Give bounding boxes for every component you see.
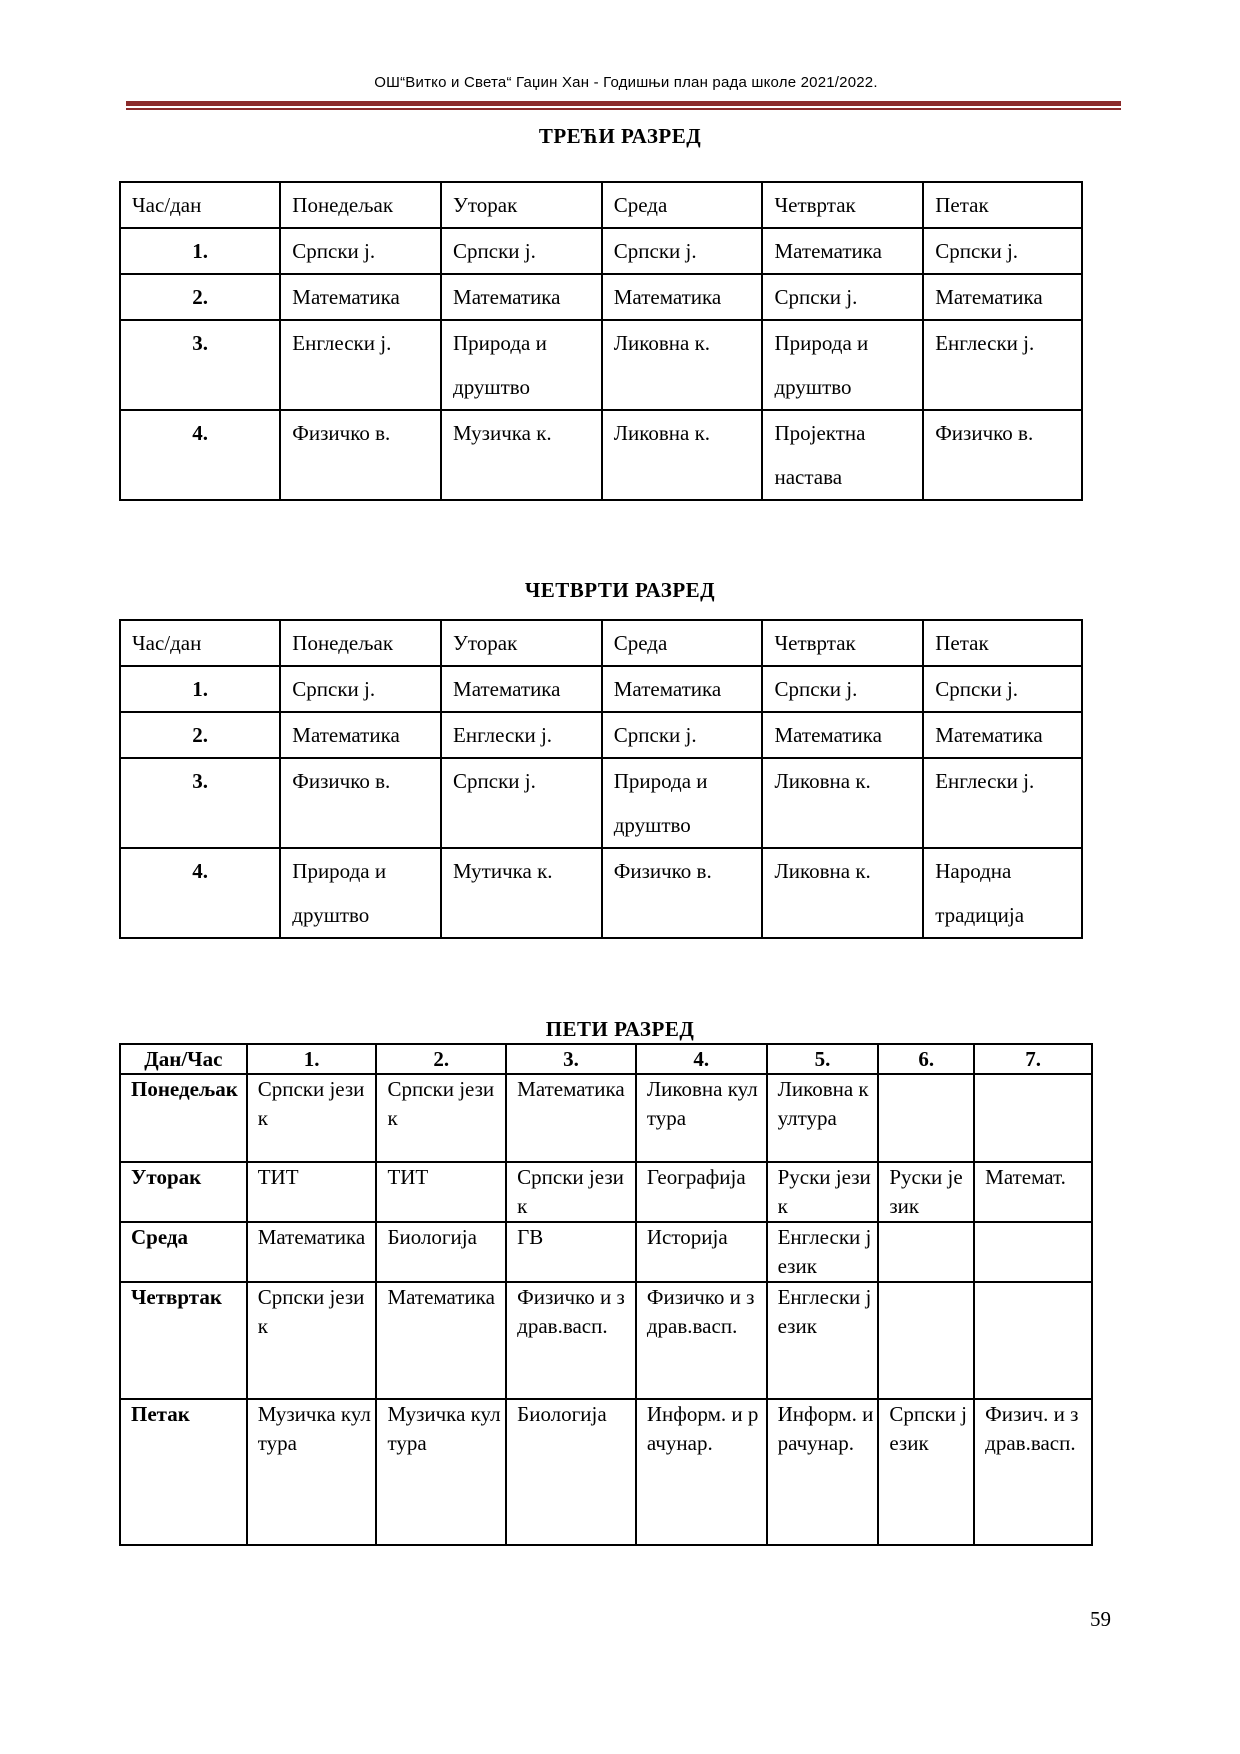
table-cell: Физичко и здрав.васп. <box>506 1282 636 1399</box>
column-header: 1. <box>247 1044 377 1074</box>
table-cell: Математ. <box>974 1162 1092 1222</box>
table-cell: Информ. и рачунар. <box>767 1399 879 1545</box>
table-cell: Музичка к. <box>441 410 602 500</box>
table-row <box>120 274 1082 320</box>
table-cell: Физичко в. <box>602 848 763 938</box>
table-cell: Биологија <box>506 1399 636 1545</box>
table-cell: Музичка култура <box>376 1399 506 1545</box>
table-header-row <box>120 1044 1092 1074</box>
table-cell: Српски ј. <box>280 228 441 274</box>
table-row <box>120 712 1082 758</box>
header-rule <box>126 101 1121 106</box>
table-cell: Пројектна настава <box>762 410 923 500</box>
column-header: Четвртак <box>762 620 923 666</box>
period-number: 2. <box>120 274 280 320</box>
table-cell: Ликовна култура <box>636 1074 767 1162</box>
table-cell: Математика <box>762 228 923 274</box>
table-cell: Српски ј. <box>923 228 1082 274</box>
column-header: 6. <box>878 1044 974 1074</box>
column-header: Понедељак <box>280 620 441 666</box>
table-cell: Енглески ј. <box>441 712 602 758</box>
table-row <box>120 1399 1092 1545</box>
table-cell: Природа и друштво <box>602 758 763 848</box>
table-cell: Математика <box>280 712 441 758</box>
header-rule-thin <box>126 108 1121 110</box>
table-cell: Српски ј. <box>602 712 763 758</box>
table-cell <box>974 1074 1092 1162</box>
table-cell: Ликовна к. <box>602 410 763 500</box>
table-row <box>120 410 1082 500</box>
day-label: Среда <box>120 1222 247 1282</box>
table-cell: ГВ <box>506 1222 636 1282</box>
table-cell: Математика <box>247 1222 377 1282</box>
table-row <box>120 758 1082 848</box>
table-cell: Енглески језик <box>767 1282 879 1399</box>
column-header: Петак <box>923 182 1082 228</box>
table-row <box>120 228 1082 274</box>
table-cell: Српски ј. <box>923 666 1082 712</box>
table-cell: Српски ј. <box>762 274 923 320</box>
column-header: Уторак <box>441 620 602 666</box>
column-header: 2. <box>376 1044 506 1074</box>
column-header: Час/дан <box>120 620 280 666</box>
period-number: 2. <box>120 712 280 758</box>
table-cell <box>878 1074 974 1162</box>
table-cell: Српски ј. <box>602 228 763 274</box>
column-header: Понедељак <box>280 182 441 228</box>
table-cell: Природа и друштво <box>280 848 441 938</box>
table-cell <box>974 1282 1092 1399</box>
table-cell: ТИТ <box>247 1162 377 1222</box>
table-cell: Математика <box>762 712 923 758</box>
column-header: Дан/Час <box>120 1044 247 1074</box>
table-cell: Мутичка к. <box>441 848 602 938</box>
table-cell: Природа и друштво <box>441 320 602 410</box>
period-number: 3. <box>120 320 280 410</box>
table-cell: Математика <box>280 274 441 320</box>
table-cell: Руски језик <box>767 1162 879 1222</box>
period-number: 1. <box>120 666 280 712</box>
table-cell: Српски језик <box>376 1074 506 1162</box>
period-number: 4. <box>120 848 280 938</box>
table-cell: Руски језик <box>878 1162 974 1222</box>
column-header: 4. <box>636 1044 767 1074</box>
grade3-title: ТРЕЋИ РАЗРЕД <box>538 124 702 148</box>
table-cell: Енглески ј. <box>923 320 1082 410</box>
table-cell: Физичко в. <box>280 410 441 500</box>
page-number: 59 <box>1090 1607 1111 1631</box>
table-cell: Ликовна к. <box>762 758 923 848</box>
day-label: Четвртак <box>120 1282 247 1399</box>
table-row <box>120 1282 1092 1399</box>
table-cell: Биологија <box>376 1222 506 1282</box>
period-number: 4. <box>120 410 280 500</box>
column-header: Среда <box>602 620 763 666</box>
day-label: Понедељак <box>120 1074 247 1162</box>
table-cell: Физич. и здрав.васп. <box>974 1399 1092 1545</box>
table-cell: Математика <box>441 666 602 712</box>
table-cell: Српски језик <box>247 1282 377 1399</box>
column-header: Час/дан <box>120 182 280 228</box>
table-cell: Математика <box>506 1074 636 1162</box>
table-cell: Географија <box>636 1162 767 1222</box>
table-cell: Информ. и рачунар. <box>636 1399 767 1545</box>
table-row <box>120 320 1082 410</box>
table-header-row <box>120 182 1082 228</box>
table-row <box>120 1074 1092 1162</box>
table-cell: Српски језик <box>506 1162 636 1222</box>
day-label: Петак <box>120 1399 247 1545</box>
period-number: 3. <box>120 758 280 848</box>
table-cell: Српски језик <box>247 1074 377 1162</box>
table-cell <box>878 1222 974 1282</box>
day-label: Уторак <box>120 1162 247 1222</box>
table-cell: Математика <box>441 274 602 320</box>
table-cell <box>878 1282 974 1399</box>
table-row <box>120 1162 1092 1222</box>
grade4-title: ЧЕТВРТИ РАЗРЕД <box>524 578 716 602</box>
table-cell: Енглески ј. <box>923 758 1082 848</box>
grade4-timetable <box>119 619 1083 939</box>
grade3-timetable <box>119 181 1083 501</box>
table-cell: Енглески језик <box>767 1222 879 1282</box>
table-cell: Ликовна к. <box>602 320 763 410</box>
table-cell: Историја <box>636 1222 767 1282</box>
table-cell: Ликовна к. <box>762 848 923 938</box>
table-row <box>120 1222 1092 1282</box>
table-cell: Математика <box>376 1282 506 1399</box>
column-header: 7. <box>974 1044 1092 1074</box>
column-header: 3. <box>506 1044 636 1074</box>
column-header: Петак <box>923 620 1082 666</box>
table-cell: Математика <box>602 666 763 712</box>
table-cell: Физичко в. <box>923 410 1082 500</box>
table-cell: Природа и друштво <box>762 320 923 410</box>
table-cell: ТИТ <box>376 1162 506 1222</box>
table-header-row <box>120 620 1082 666</box>
grade5-title: ПЕТИ РАЗРЕД <box>545 1017 695 1041</box>
table-cell: Српски језик <box>878 1399 974 1545</box>
table-cell: Народна традиција <box>923 848 1082 938</box>
table-cell: Српски ј. <box>441 228 602 274</box>
table-cell <box>974 1222 1092 1282</box>
table-row <box>120 666 1082 712</box>
column-header: Среда <box>602 182 763 228</box>
table-cell: Музичка култура <box>247 1399 377 1545</box>
grade5-timetable <box>119 1043 1093 1546</box>
table-cell: Физичко и здрав.васп. <box>636 1282 767 1399</box>
column-header: Четвртак <box>762 182 923 228</box>
table-cell: Српски ј. <box>762 666 923 712</box>
table-row <box>120 848 1082 938</box>
page-header: ОШ“Витко и Света“ Гаџин Хан - Годишњи план рада школе 2021/2022. <box>374 74 878 91</box>
table-cell: Ликовна култура <box>767 1074 879 1162</box>
table-cell: Српски ј. <box>441 758 602 848</box>
table-cell: Математика <box>923 274 1082 320</box>
column-header: Уторак <box>441 182 602 228</box>
column-header: 5. <box>767 1044 879 1074</box>
table-cell: Математика <box>602 274 763 320</box>
period-number: 1. <box>120 228 280 274</box>
table-cell: Физичко в. <box>280 758 441 848</box>
table-cell: Енглески ј. <box>280 320 441 410</box>
table-cell: Српски ј. <box>280 666 441 712</box>
table-cell: Математика <box>923 712 1082 758</box>
